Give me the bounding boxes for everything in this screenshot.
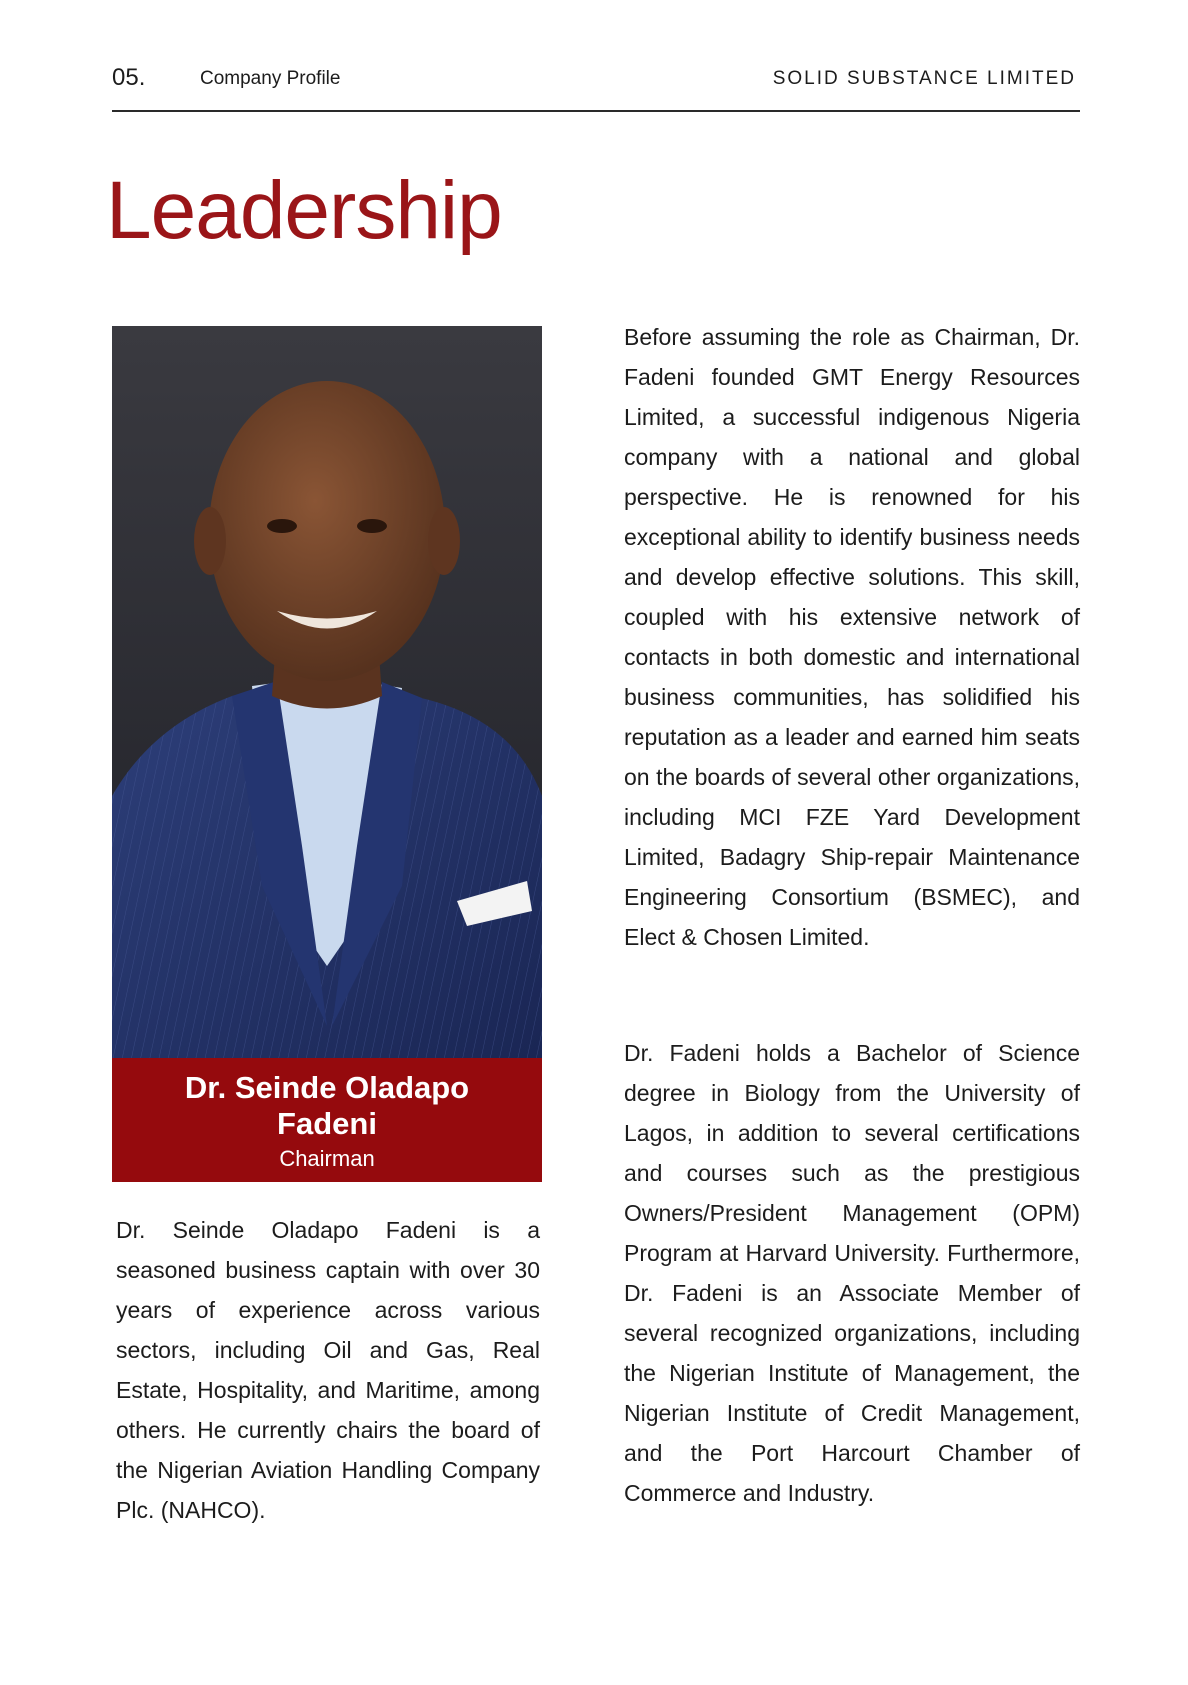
page-title: Leadership xyxy=(106,165,502,256)
person-role: Chairman xyxy=(279,1146,375,1171)
portrait-illustration xyxy=(112,326,542,1058)
person-name: Dr. Seinde Oladapo Fadeni xyxy=(184,1070,470,1141)
portrait-photo xyxy=(112,326,542,1058)
company-name: SOLID SUBSTANCE LIMITED xyxy=(772,68,1076,89)
profile-caption xyxy=(112,1058,542,1182)
page-header xyxy=(112,64,1080,112)
section-label: Company Profile xyxy=(200,68,341,89)
bio-paragraph-career: Before assuming the role as Chairman, Dr. Fadeni founded GMT Energy Resources Limited, a successful indigenous Nigeria company with a national and global perspective. He is renowned for his exceptional ability to identify business needs and develop effective solutions. This skill, coupled with his extensive network of contacts in both domestic and international business communities, has solidified his reputation as a leader and earned him seats on the boards of several other organizations, including MCI FZE Yard Development Limited, Badagry Ship-repair Maintenance Engineering Consortium (BSMEC), and Elect & Chosen Limited. xyxy=(624,324,1080,950)
bio-paragraph-education: Dr. Fadeni holds a Bachelor of Science degree in Biology from the University of Lagos, in addition to several certifications and courses such as the prestigious Owners/President Management (OPM) Program at Harvard University. Furthermore, Dr. Fadeni is an Associate Member of several recognized organizations, including the Nigerian Institute of Management, the Nigerian Institute of Credit Management, and the Port Harcourt Chamber of Commerce and Industry. xyxy=(624,1040,1080,1506)
bio-paragraph-intro: Dr. Seinde Oladapo Fadeni is a seasoned business captain with over 30 years of experience across various sectors, including Oil and Gas, Real Estate, Hospitality, and Maritime, among others. He currently chairs the board of the Nigerian Aviation Handling Company Plc. (NAHCO). xyxy=(116,1217,540,1523)
page-number: 05. xyxy=(112,64,146,91)
